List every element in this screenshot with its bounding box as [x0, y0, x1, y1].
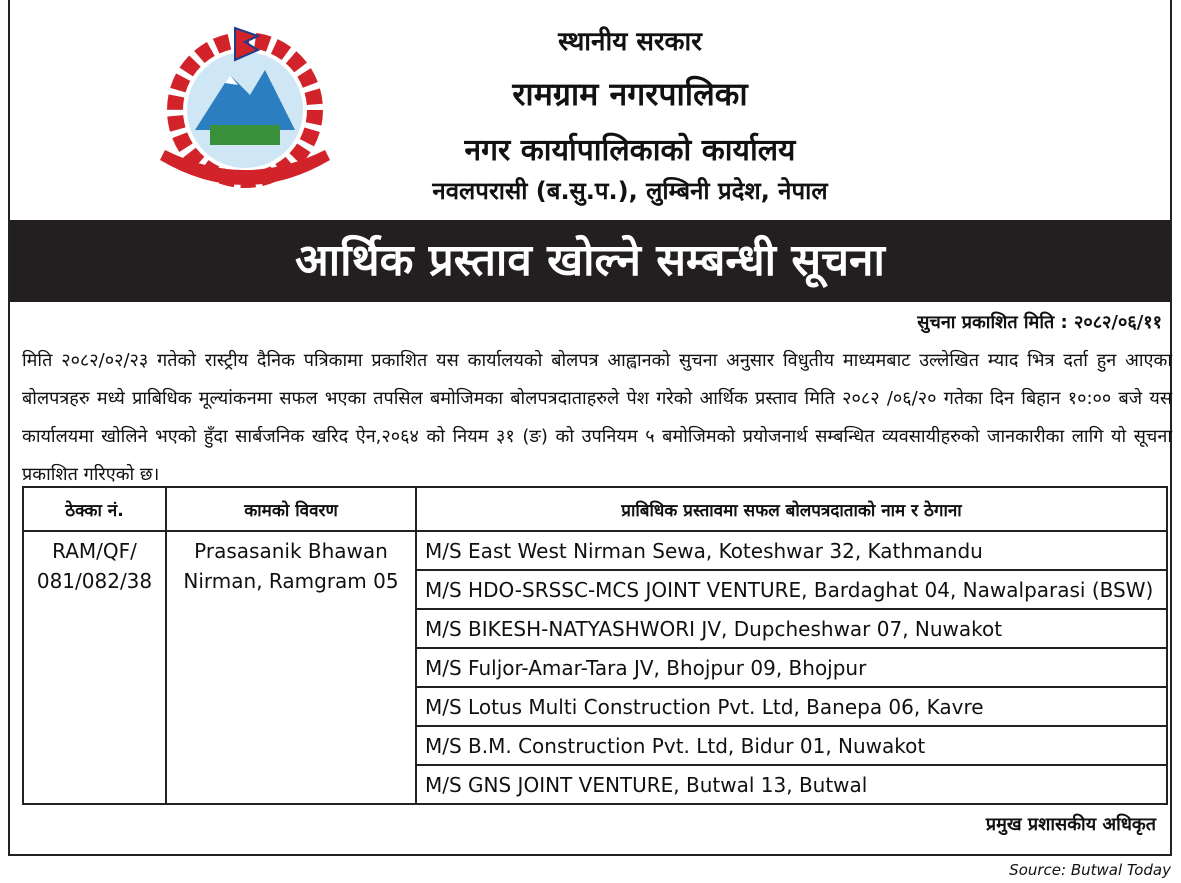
col-bidder-name-address: प्राबिधिक प्रस्तावमा सफल बोलपत्रदाताको नाम र ठेगाना — [416, 487, 1167, 531]
header-local-govt: स्थानीय सरकार — [558, 27, 702, 57]
work-description-cell: Prasasanik Bhawan Nirman, Ramgram 05 — [166, 531, 416, 804]
notice-title-banner: आर्थिक प्रस्ताव खोल्ने सम्बन्धी सूचना — [10, 220, 1170, 302]
bidder-cell: M/S Fuljor-Amar-Tara JV, Bhojpur 09, Bhojpur — [416, 648, 1167, 687]
bidders-table — [22, 486, 1168, 805]
bidder-cell: M/S East West Nirman Sewa, Koteshwar 32, Kathmandu — [416, 531, 1167, 570]
contract-no-cell: RAM/QF/ 081/082/38 — [23, 531, 166, 804]
source-credit: Source: Butwal Today — [1009, 861, 1171, 879]
publish-date: सुचना प्रकाशित मिति : २०८२/०६/११ — [917, 312, 1162, 333]
header-municipality: रामग्राम नगरपालिका — [512, 75, 748, 113]
bidder-cell: M/S B.M. Construction Pvt. Ltd, Bidur 01, Nuwakot — [416, 726, 1167, 765]
col-contract-no: ठेक्का नं. — [23, 487, 166, 531]
bidder-cell: M/S BIKESH-NATYASHWORI JV, Dupcheshwar 07, Nuwakot — [416, 609, 1167, 648]
header-address: नवलपरासी (ब.सु.प.), लुम्बिनी प्रदेश, नेपाल — [432, 177, 828, 205]
nepal-emblem-logo — [150, 20, 340, 200]
header-office: नगर कार्यापालिकाको कार्यालय — [464, 133, 796, 168]
signatory: प्रमुख प्रशासकीय अधिकृत — [985, 814, 1156, 835]
bidder-cell: M/S GNS JOINT VENTURE, Butwal 13, Butwal — [416, 765, 1167, 804]
col-work-description: कामको विवरण — [166, 487, 416, 531]
bidder-cell: M/S HDO-SRSSC-MCS JOINT VENTURE, Bardaghat 04, Nawalparasi (BSW) — [416, 570, 1167, 609]
notice — [8, 0, 1172, 856]
bidder-cell: M/S Lotus Multi Construction Pvt. Ltd, Banepa 06, Kavre — [416, 687, 1167, 726]
notice-body: मिति २०८२/०२/२३ गतेको रास्ट्रीय दैनिक पत्रिकामा प्रकाशित यस कार्यालयको बोलपत्र आह्वानको सुचना अनुसार विधुतीय माध्यमबाट उल्लेखित म्याद भित्र दर्ता हुन आएका बोलपत्रहरु मध्ये प्राबिधिक मूल्यांकनमा सफल भएका तपसिल बमोजिमका बोलपत्रदाताहरुले पेश गरेको आर्थिक प्रस्ताव मिति २०८२ /०६/२० गतेका दिन बिहान १०:०० बजे यस कार्यालयमा खोलिने भएको हुँदा सार्बजनिक खरिद ऐन,२०६४ को नियम ३१ (ङ) को उपनियम ५ बमोजिमको प्रयोजनार्थ सम्बन्धित व्यवसायीहरुको जानकारीका लागि यो सूचना प्रकाशित गरिएको छ। — [22, 350, 1172, 485]
table-header-row — [23, 487, 1167, 531]
table-row — [23, 531, 1167, 570]
header — [10, 0, 1170, 220]
